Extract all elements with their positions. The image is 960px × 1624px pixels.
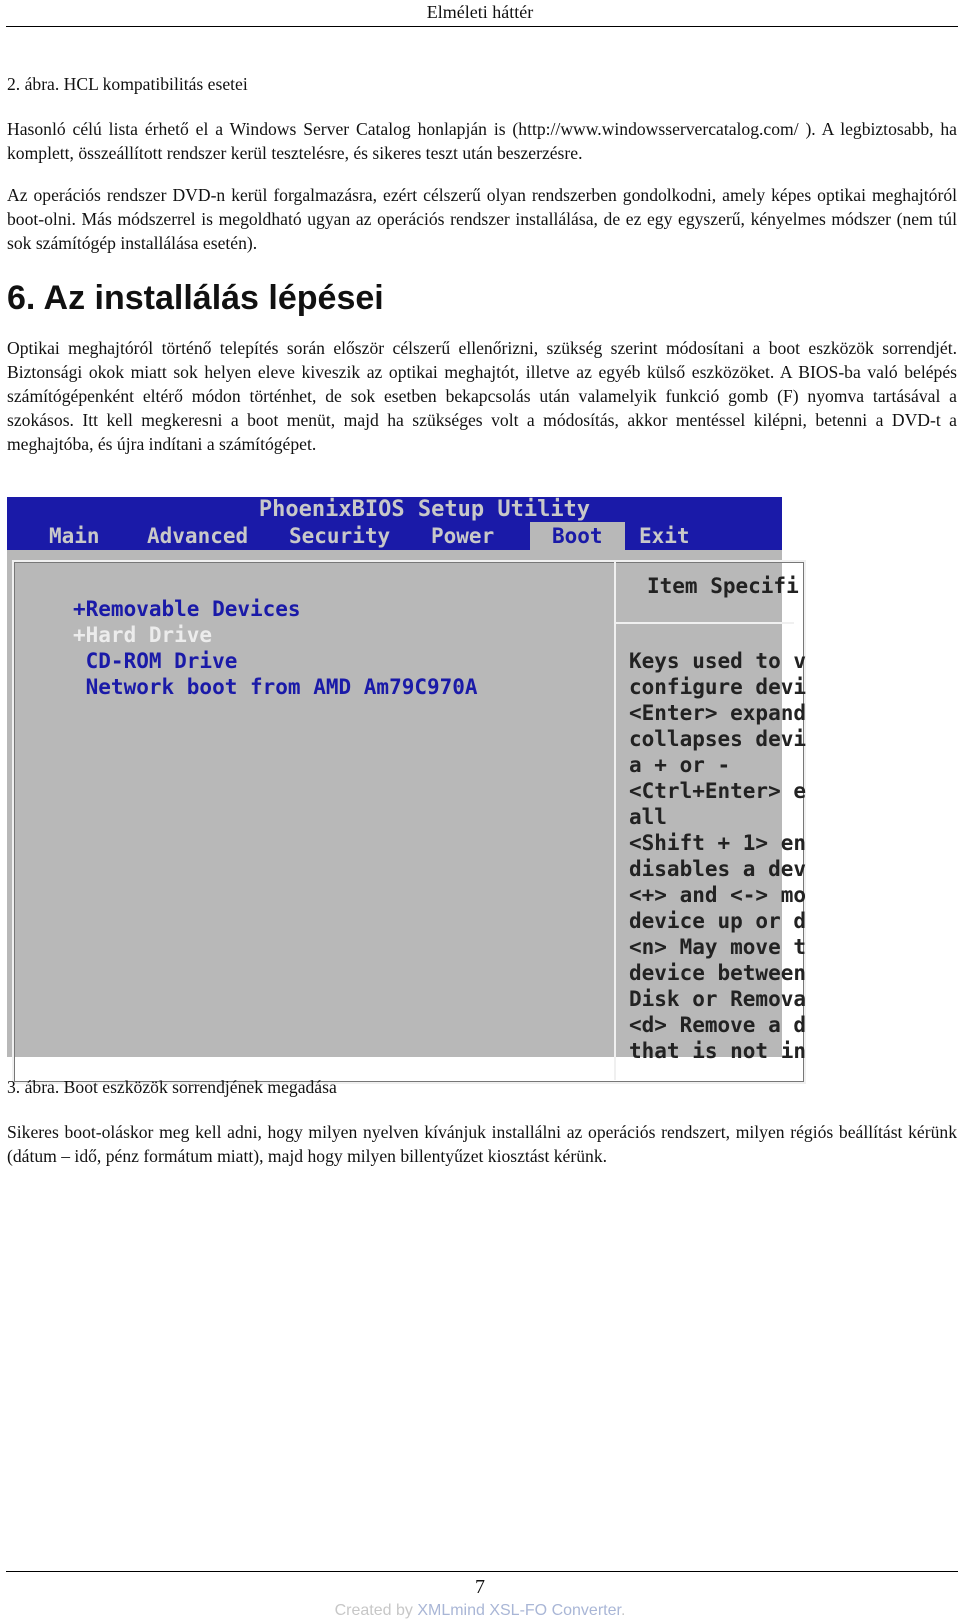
boot-item-cdrom: CD-ROM Drive (73, 649, 238, 673)
bios-help-line: a + or - (629, 753, 731, 777)
bios-menu-boot: Boot (530, 522, 625, 550)
bios-menu-security: Security (289, 524, 391, 548)
page-number: 7 (475, 1576, 485, 1598)
bios-help-line: <+> and <-> mo (629, 883, 807, 907)
figure2-caption: 2. ábra. HCL kompatibilitás esetei (7, 74, 248, 94)
paragraph-4: Sikeres boot-oláskor meg kell adni, hogy milyen nyelven kívánjuk installálni az operációs rendszert, milyen régiós beállítást kérünk (dátum – idő, pénz formátum miatt), majd hogy milyen billentyűzet kiosztást kérünk. (7, 1122, 957, 1166)
boot-item-removable: +Removable Devices (73, 597, 301, 621)
page-header: Elméleti háttér (426, 2, 534, 22)
bios-divider (614, 560, 616, 1080)
paragraph-2: Az operációs rendszer DVD-n kerül forgalmazásra, ezért célszerű olyan rendszerben gondolkodni, amely képes optikai meghajtóról boot-olni. Más módszerrel is megoldható ugyan az operációs rendszer installálása, de ez egy egyszerű, kényelmes módszer (nem túl sok számítógép installálása esetén). (7, 185, 957, 253)
bios-help-line: device up or d (629, 909, 807, 933)
section-heading: 6. Az installálás lépései (7, 279, 384, 317)
bios-help-line: Disk or Remova (629, 987, 807, 1011)
bios-help-line: device between (629, 961, 807, 985)
bios-help-line: <Shift + 1> en (629, 831, 807, 855)
bios-help-line: disables a dev (629, 857, 807, 881)
bios-menu-advanced: Advanced (147, 524, 249, 548)
bios-screenshot (7, 497, 807, 1063)
bios-menu-main: Main (49, 524, 100, 548)
bios-help-divider (614, 622, 794, 624)
bios-menu-bar (7, 522, 782, 550)
paragraph-1: Hasonló célú lista érhető el a Windows Server Catalog honlapján is (http://www.windowsservercatalog.com/ ). A legbiztosabb, ha komplett, összeállított rendszer kerül tesztelésre, és sikeres teszt után beszerzésre. (7, 119, 957, 163)
footer-rule (6, 1571, 958, 1572)
bios-help-line: Keys used to v (629, 649, 807, 673)
bios-help-line: that is not in (629, 1039, 807, 1063)
header-rule (6, 26, 958, 27)
boot-item-hard-drive: +Hard Drive (73, 623, 213, 647)
footer-suffix: . (620, 1602, 626, 1619)
bios-menu-exit: Exit (639, 524, 690, 548)
bios-body (7, 550, 807, 1063)
bios-title: PhoenixBIOS Setup Utility (7, 497, 782, 522)
boot-item-network: Network boot from AMD Am79C970A (73, 675, 478, 699)
bios-help-line: <n> May move t (629, 935, 807, 959)
bios-help-line: <Ctrl+Enter> e (629, 779, 807, 803)
footer-brand-link[interactable]: XMLmind XSL-FO Converter (417, 1602, 621, 1619)
bios-menu-power: Power (431, 524, 495, 548)
bios-help-line: configure devi (629, 675, 807, 699)
bios-help-line: all (629, 805, 667, 829)
bios-help-line: <Enter> expand (629, 701, 807, 725)
paragraph-3: Optikai meghajtóról történő telepítés során először célszerű ellenőrizni, szükség szerint módosítani a boot eszközök sorrendjét. Biztonsági okok miatt sok helyen eleve kiveszik az optikai meghajtót, illetve az egyéb külső eszközöket. A BIOS-ba való belépés számítógépenként eltérő módon történhet, de sok esetben bekapcsolás után valamelyik funkció gomb (F) nyomva tartásával a szokásos. Itt kell megkeresni a boot menüt, majd ha szükséges volt a módosítás, akkor mentéssel kilépni, betenni a DVD-t a meghajtóba, és újra indítani a számítógépet. (7, 338, 957, 454)
footer-credit (0, 1600, 960, 1622)
footer-prefix: Created by (334, 1602, 418, 1619)
bios-help-title: Item Specifi (647, 574, 799, 598)
bios-help-line: collapses devi (629, 727, 807, 751)
figure3-caption: 3. ábra. Boot eszközök sorrendjének megadása (7, 1077, 337, 1097)
bios-help-line: <d> Remove a d (629, 1013, 807, 1037)
